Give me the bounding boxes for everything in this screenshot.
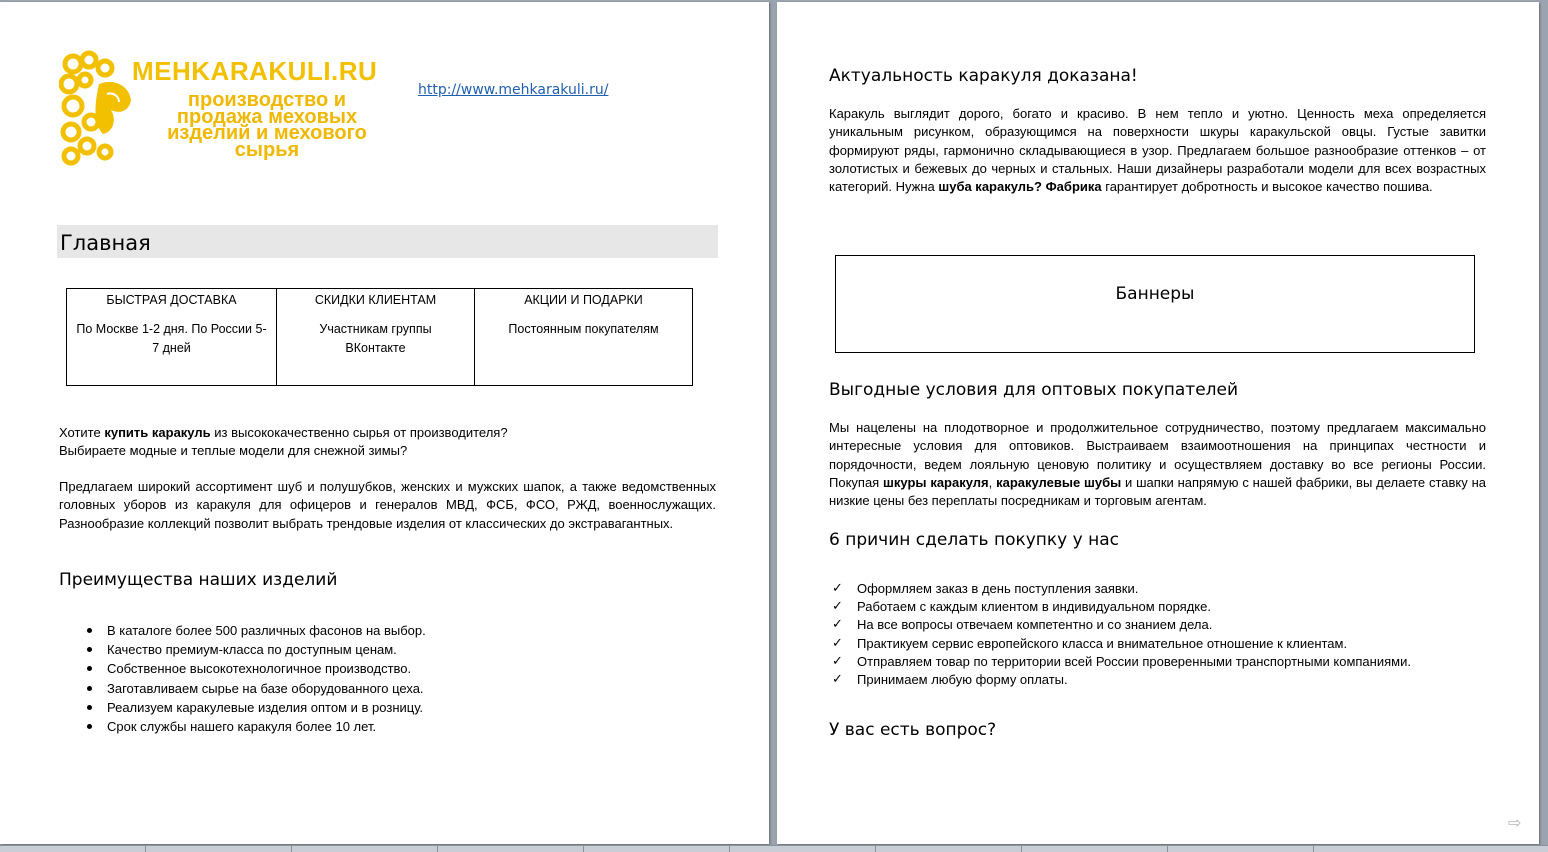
reason-text: Принимаем любую форму оплаты.	[857, 672, 1068, 688]
relevance-paragraph	[829, 105, 1486, 196]
feature-text: По Москве 1-2 дня. По России 5-7 дней	[76, 322, 267, 355]
checkmark-icon: ✓	[832, 672, 843, 688]
relevance-heading: Актуальность каракуля доказана!	[829, 66, 1138, 86]
wholesale-heading: Выгодные условия для оптовых покупателей	[829, 380, 1239, 400]
list-item	[832, 635, 1411, 653]
text-run: Каракуль выглядит дорого, богато и красиво. В нем тепло и уютно. Ценность меха определяется уникальным рисунком, образующимся на поверхности шкуры каракульской овцы. Густые завитки формируют ряды, гармонично складывающиеся в узор. Предлагаем большое разнообразие оттенков – от золотистых и бежевых до черных и стальных. Наши дизайнеры разработали модели для всех возрастных категорий. Нужна	[829, 106, 1486, 195]
website-link[interactable]: http://www.mehkarakuli.ru/	[418, 82, 609, 98]
text-run: Мы нацелены на плодотворное и продолжительное сотрудничество, поэтому предлагаем максимально интересные условия для оптовиков. Выстраиваем взаимоотношения на принципах честности и порядочности, ведем лояльную ценовую политику и осуществляем доставку во все регионы России. Покупая	[829, 420, 1486, 490]
reason-text: На все вопросы отвечаем компетентно и со знанием дела.	[857, 617, 1213, 633]
list-item	[832, 671, 1411, 689]
feature-delivery	[67, 289, 277, 386]
keyword-bold: купить каракуль	[104, 425, 211, 440]
keyword-bold: каракулевые шубы	[996, 474, 1122, 490]
advantages-heading: Преимущества наших изделий	[59, 570, 338, 590]
list-item	[832, 598, 1411, 616]
reason-text: Работаем с каждым клиентом в индивидуальном порядке.	[857, 599, 1211, 615]
checkmark-icon: ✓	[832, 599, 843, 615]
curly-sheep-logo-icon	[59, 50, 139, 168]
banners-placeholder	[835, 255, 1475, 353]
list-item: Срок службы нашего каракуля более 10 лет.	[86, 717, 426, 736]
intro-line2: Выбираете модные и теплые модели для снежной зимы?	[59, 443, 408, 459]
logo	[59, 50, 409, 168]
next-page-arrow-icon[interactable]: ⇨	[1508, 813, 1522, 832]
reason-text: Оформляем заказ в день поступления заявки.	[857, 581, 1139, 596]
list-item: Собственное высокотехнологичное производство.	[86, 659, 426, 678]
checkmark-icon: ✓	[832, 581, 843, 596]
wholesale-paragraph	[829, 419, 1486, 510]
list-item: Реализуем каракулевые изделия оптом и в розницу.	[86, 698, 426, 717]
feature-title: АКЦИИ И ПОДАРКИ	[524, 293, 643, 307]
page-title: Главная	[60, 231, 151, 255]
intro-text	[59, 424, 719, 461]
intro-line1-pre: Хотите	[59, 425, 105, 440]
list-item	[832, 616, 1411, 634]
features-table	[66, 288, 693, 386]
text-run: и шапки напрямую с нашей фабрики, вы делаете ставку на низкие цены без переплаты посредникам и торговым агентам.	[829, 474, 1486, 509]
keyword-bold: шкуры каракуля	[883, 474, 989, 490]
text-run: ,	[988, 474, 997, 490]
feature-title: БЫСТРАЯ ДОСТАВКА	[106, 293, 237, 307]
page-heading-bar	[57, 225, 718, 258]
list-item: Заготавливаем сырье на базе оборудованного цеха.	[86, 679, 426, 698]
advantages-list	[86, 621, 426, 736]
logo-tagline: производство и продажа меховых изделий и мехового сырья	[167, 89, 367, 161]
feature-title: СКИДКИ КЛИЕНТАМ	[314, 293, 437, 307]
checkmark-icon: ✓	[832, 617, 843, 633]
text-run: гарантирует добротность и высокое качество пошива.	[1101, 179, 1433, 195]
list-item	[832, 580, 1411, 598]
question-heading: У вас есть вопрос?	[829, 720, 997, 740]
reason-text: Практикуем сервис европейского класса и внимательное отношение к клиентам.	[857, 635, 1348, 651]
feature-text: Участникам группы ВКонтакте	[319, 322, 432, 355]
reasons-heading: 6 причин сделать покупку у нас	[829, 530, 1119, 550]
list-item: В каталоге более 500 различных фасонов на выбор.	[86, 621, 426, 640]
keyword-bold: шуба каракуль? Фабрика	[938, 179, 1102, 195]
list-item	[832, 653, 1411, 671]
logo-title: MEHKARAKULI.RU	[132, 56, 378, 86]
checkmark-icon: ✓	[832, 635, 843, 651]
feature-discounts	[277, 289, 475, 386]
feature-text: Постоянным покупателям	[508, 322, 659, 336]
list-item: Качество премиум-класса по доступным ценам.	[86, 640, 426, 659]
checkmark-icon: ✓	[832, 653, 843, 669]
assortment-paragraph: Предлагаем широкий ассортимент шуб и полушубков, женских и мужских шапок, а также ведомственных головных уборов из каракуля для офицеров и генералов МВД, ФСБ, ФСО, РЖД, военнослужащих. Разнообразие коллекций позволит выбрать трендовые изделия от классических до экстравагантных.	[59, 479, 716, 531]
feature-promotions	[475, 289, 693, 386]
reason-text: Отправляем товар по территории всей России проверенными транспортными компаниями.	[857, 653, 1411, 669]
banners-label: Баннеры	[1115, 284, 1195, 304]
reasons-list	[832, 580, 1411, 689]
intro-line1-post: из высококачественно сырья от производителя?	[210, 425, 508, 440]
